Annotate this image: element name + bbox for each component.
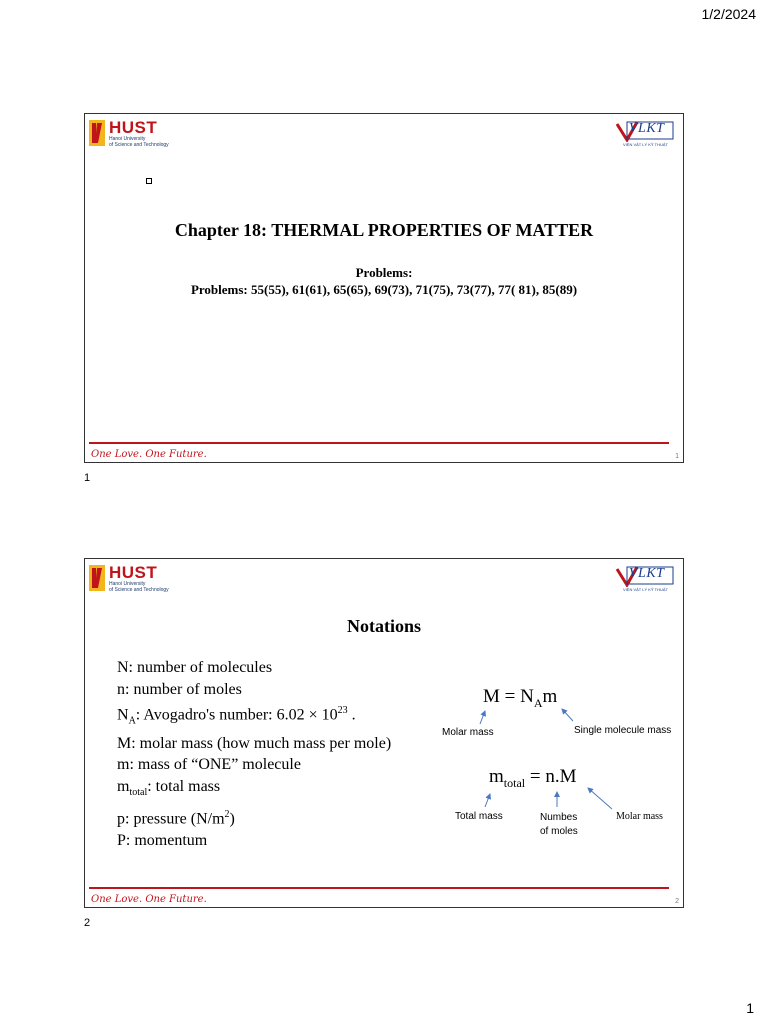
page-number: 1	[746, 1000, 754, 1016]
hust-mark-icon	[89, 120, 105, 146]
formula-molar-mass: $M = N_Am$	[483, 686, 558, 710]
hust-name: HUST	[109, 118, 158, 137]
notation-list	[117, 657, 391, 852]
vlkt-logo	[615, 120, 675, 150]
problems-list: Problems: 55(55), 61(61), 65(65), 69(73), 71(75), 73(77), 77( 81), 85(89)	[190, 282, 578, 297]
hust-mark-icon	[89, 565, 105, 591]
slide-caption: 1	[84, 472, 91, 484]
hust-logo	[89, 118, 189, 150]
page-date: 1/2/2024	[701, 6, 756, 22]
slide-1	[84, 113, 684, 463]
notation-n: n: number of moles	[117, 680, 242, 698]
slide-number: 1	[675, 453, 679, 460]
slide-title: Notations	[346, 616, 421, 636]
notation-m: m: mass of “ONE” molecule	[117, 756, 301, 774]
vlkt-subtitle: VIỆN VẬT LÝ KỸ THUẬT	[623, 142, 668, 147]
vlkt-logo	[615, 565, 675, 595]
problems-heading: Problems:	[355, 265, 413, 280]
slide-title: Chapter 18: THERMAL PROPERTIES OF MATTER	[174, 220, 594, 240]
slide-caption: 2	[84, 917, 91, 929]
notation-p: p: pressure $(N/m^2)$	[117, 808, 235, 828]
slogan: One Love. One Future.	[91, 449, 207, 460]
label-single-molecule-mass: Single molecule mass	[574, 725, 672, 736]
notation-M: M: molar mass (how much mass per mole)	[117, 734, 392, 752]
hust-name: HUST	[109, 563, 158, 582]
notation-mtotal: $m_{total}$: total mass	[117, 778, 221, 799]
vlkt-subtitle: VIỆN VẬT LÝ KỸ THUẬT	[623, 587, 668, 592]
hust-subtitle: Hanoi University of Science and Technology	[109, 581, 169, 593]
slide-2	[84, 558, 684, 908]
formula-total-mass: $m_{total} = n.M$	[489, 766, 577, 790]
bullet-icon	[146, 178, 152, 184]
notation-P: P: momentum	[117, 831, 208, 849]
slogan: One Love. One Future.	[91, 894, 207, 905]
vlkt-name: VLKT	[629, 121, 665, 136]
notation-N: N: number of molecules	[117, 659, 273, 676]
label-total-mass: Total mass	[455, 811, 503, 822]
notation-NA: $N_A$: Avogadro's number: $6.02 \times 10^{23}$ .	[117, 705, 356, 727]
hust-subtitle: Hanoi University of Science and Technology	[109, 136, 169, 148]
hust-logo	[89, 563, 189, 595]
vlkt-name: VLKT	[629, 566, 665, 581]
label-molar-mass: Molar mass	[442, 727, 494, 738]
label-molar-mass-2: Molar mass	[616, 811, 663, 822]
footer-divider	[89, 887, 669, 889]
slide-number: 2	[675, 898, 679, 905]
footer-divider	[89, 442, 669, 444]
label-number-of-moles: Numbes of moles	[540, 812, 578, 837]
